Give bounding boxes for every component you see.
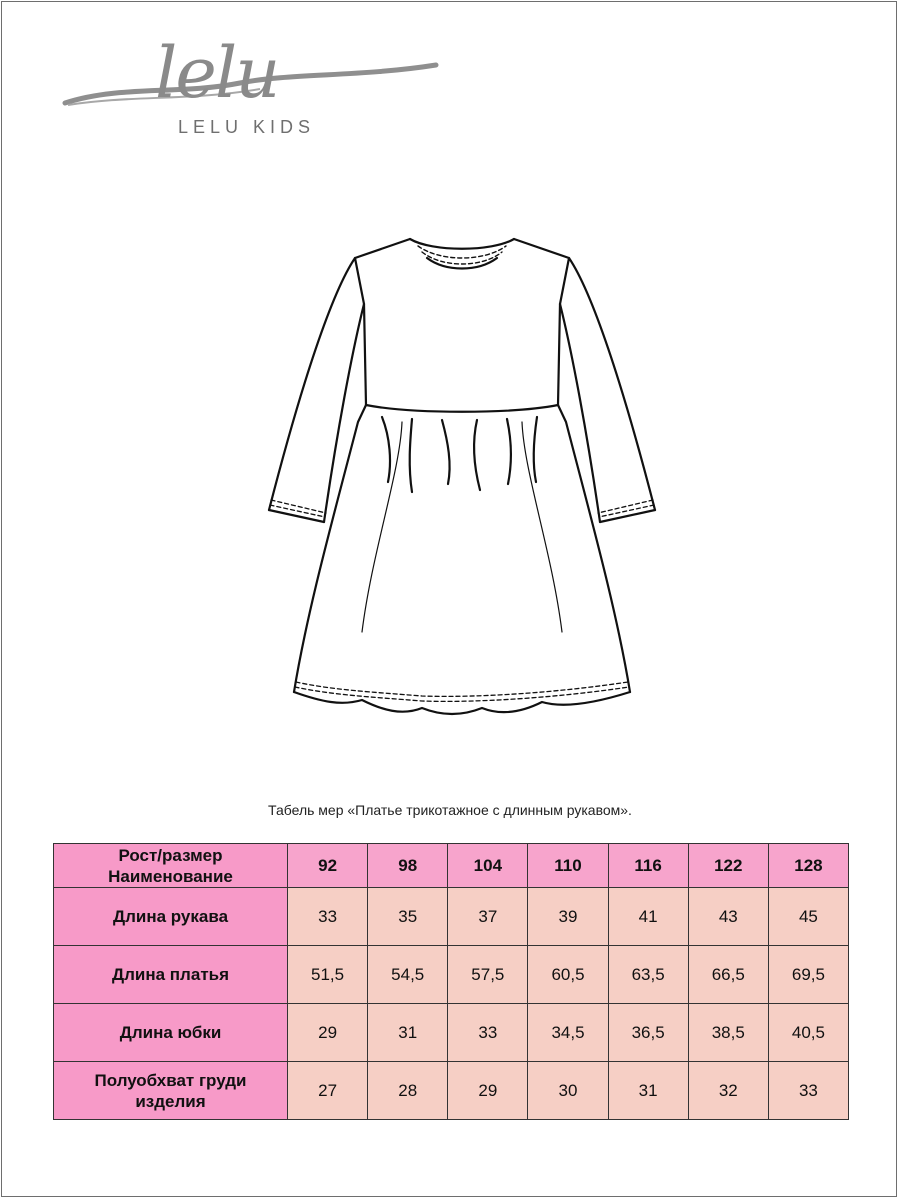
size-header-cell: 116: [608, 844, 688, 888]
size-chart-caption: Табель мер «Платье трикотажное с длинным рукавом».: [268, 802, 632, 818]
value-cell: 36,5: [608, 1004, 688, 1062]
row-label-cell: [54, 946, 288, 1004]
table-row: [54, 1062, 849, 1120]
dress-illustration: [262, 232, 662, 722]
header-label-cell: [54, 844, 288, 888]
value-cell: 66,5: [688, 946, 768, 1004]
row-label-line-2: изделия: [135, 1091, 206, 1111]
table-row: [54, 1004, 849, 1062]
value-cell: 31: [368, 1004, 448, 1062]
row-label-cell: [54, 1062, 288, 1120]
size-header-cell: 122: [688, 844, 768, 888]
value-cell: 43: [688, 888, 768, 946]
row-label-cell: [54, 888, 288, 946]
value-cell: 63,5: [608, 946, 688, 1004]
value-cell: 32: [688, 1062, 768, 1120]
value-cell: 38,5: [688, 1004, 768, 1062]
value-cell: 31: [608, 1062, 688, 1120]
value-cell: 33: [448, 1004, 528, 1062]
value-cell: 28: [368, 1062, 448, 1120]
value-cell: 51,5: [288, 946, 368, 1004]
row-label: Длина платья: [111, 965, 230, 984]
row-label: Длина рукава: [112, 907, 229, 926]
row-label: Полуобхват груди: [94, 1070, 247, 1090]
logo-script-text: lelu: [155, 32, 279, 114]
value-cell: 35: [368, 888, 448, 946]
value-cell: 45: [768, 888, 848, 946]
size-header-cell: 98: [368, 844, 448, 888]
value-cell: 54,5: [368, 946, 448, 1004]
table-row: [54, 888, 849, 946]
size-header-cell: 110: [528, 844, 608, 888]
row-label-cell: [54, 1004, 288, 1062]
value-cell: 27: [288, 1062, 368, 1120]
value-cell: 39: [528, 888, 608, 946]
value-cell: 40,5: [768, 1004, 848, 1062]
header-label-line-1: Рост/размер: [118, 845, 223, 865]
size-header-cell: 128: [768, 844, 848, 888]
value-cell: 33: [768, 1062, 848, 1120]
value-cell: 29: [448, 1062, 528, 1120]
brand-subtitle: LELU KIDS: [178, 117, 316, 137]
dress-sketch-icon: [262, 232, 662, 722]
value-cell: 60,5: [528, 946, 608, 1004]
size-header-cell: 104: [448, 844, 528, 888]
value-cell: 34,5: [528, 1004, 608, 1062]
size-header-cell: 92: [288, 844, 368, 888]
header-label-line-2: Наименование: [108, 866, 233, 886]
row-label: Длина юбки: [119, 1023, 222, 1042]
value-cell: 30: [528, 1062, 608, 1120]
value-cell: 29: [288, 1004, 368, 1062]
value-cell: 57,5: [448, 946, 528, 1004]
value-cell: 33: [288, 888, 368, 946]
size-table: [53, 843, 849, 1120]
table-row: [54, 946, 849, 1004]
table-header-row: [54, 844, 849, 888]
value-cell: 37: [448, 888, 528, 946]
value-cell: 69,5: [768, 946, 848, 1004]
value-cell: 41: [608, 888, 688, 946]
